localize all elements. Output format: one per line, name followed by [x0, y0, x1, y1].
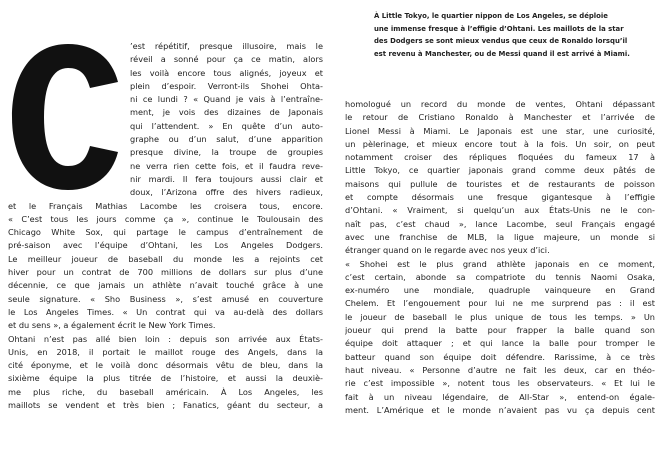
text-line: batteur quand son équipe doit défendre. Rarissime, à ce très — [345, 351, 655, 362]
text-line: ment. L’Amérique et le monde n’avaient pas vu ça depuis cent — [345, 404, 655, 415]
text-line: ’est répétitif, presque illusoire, mais le — [130, 41, 323, 51]
text-line: maillots se vendent et très bien ; Fanatics, géant du secteur, a — [8, 400, 323, 411]
text-line: ni ce lundi ? « Quand je vais à l’entraîne- — [130, 94, 323, 105]
caption-line: des Dodgers se sont mieux vendus que ceux de Ronaldo lorsqu’il — [374, 37, 628, 45]
text-line: naît pas, c’est chaud », lance Lacombe, seul Français engagé — [345, 218, 655, 229]
text-line: le joueur de baseball le plus unique de tous les temps. » Un — [345, 311, 655, 322]
text-line: fait à un niveau légendaire, de All-Star », entend-on égale- — [345, 391, 655, 402]
text-line: ne verra rien cette fois, et il faudra reve- — [130, 160, 323, 171]
left-article-column — [8, 40, 323, 412]
photo-caption — [374, 10, 656, 60]
text-line: Unis, en 2018, il portait le maillot rouge des Angels, dans la — [8, 346, 323, 357]
text-line: c’est certain, abonde sa compatriote du tennis Naomi Osaka, — [345, 271, 655, 282]
text-line: me plus riche, du baseball américain. À Los Angeles, les — [8, 386, 323, 397]
text-line: hiver pour un contrat de 700 millions de dollars sur plus d’une — [8, 267, 323, 278]
text-line: qui l’attendent. » En quête d’un auto- — [130, 120, 323, 131]
text-line: et le Français Mathias Lacombe les croisera tous, encore. — [8, 200, 323, 211]
text-line: et du sens », a également écrit le New York Times. — [8, 320, 216, 331]
text-line: Ohtani n’est pas allé bien loin : depuis son arrivée aux États- — [8, 333, 323, 344]
text-line: les voilà encore tous alignés, joyeux et — [130, 67, 323, 78]
text-line: Chelem. Et l’engouement pour lui ne me surprend pas : il est — [345, 298, 655, 309]
text-line: le retour de Cristiano Ronaldo à Manchester et l’arrivée de — [345, 112, 655, 123]
text-line: cité éponyme, et le voilà donc désormais vêtu de bleu, dans la — [8, 360, 323, 371]
text-line: joueur qui prend la batte pour frapper la balle quand son — [345, 325, 655, 336]
text-line: doux, l’Arizona offre des hivers radieux, — [130, 187, 323, 198]
text-line: rie c’est impossible », notent tous les observateurs. « Et lui le — [345, 378, 655, 389]
caption-line: une immense fresque à l’effigie d’Ohtani. Les maillots de la star — [374, 24, 624, 33]
caption-line: est revenu à Manchester, ou de Messi quand il est arrivé à Miami. — [374, 49, 630, 58]
text-line: équipe doit attaquer ; et qui lance la balle pour tromper le — [345, 338, 655, 349]
text-line: décennie, ce que jamais un athlète n’avait touché grâce à une — [8, 280, 323, 291]
text-line: Lionel Messi à Miami. Le Japonais est une star, une curiosité, — [345, 125, 655, 136]
text-line: un pèlerinage, et mieux encore tout à la fois. Un soir, on peut — [345, 138, 655, 149]
text-line: plein d’espoir. Verront-ils Shohei Ohta- — [130, 80, 323, 91]
text-line: maisons qui pullule de touristes et de restaurants de poisson — [345, 178, 655, 189]
text-line: notamment croiser des répliques floquées du fameux 17 à — [345, 152, 655, 163]
text-line: Little Tokyo, ce quartier japonais grand comme deux pâtés de — [345, 165, 655, 176]
text-line: graphe ou d’un salut, d’une apparition — [130, 134, 323, 145]
text-line: le Los Angeles Times. « Un contrat qui va au-delà des dollars — [8, 306, 323, 317]
text-line: d’Ohtani. « Vraiment, si quelqu’un aux États-Unis ne le con- — [345, 205, 655, 216]
text-line: presque divine, la troupe de groupies — [130, 147, 323, 158]
text-line: avec une franchise de MLB, la ligue majeure, un monde si — [345, 231, 655, 242]
text-line: Le meilleur joueur de baseball du monde les a rejoints cet — [8, 253, 323, 264]
caption-line: À Little Tokyo, le quartier nippon de Los Angeles, se déploie — [374, 12, 608, 20]
text-line: ex-numéro une mondiale, quadruple vainqueure en Grand — [345, 285, 655, 296]
text-line: ment, je vois des dizaines de Japonais — [130, 107, 323, 118]
text-line: étranger quand on le regarde avec nos yeux d’ici. — [345, 245, 550, 256]
text-line: réveil a sonné pour ça ce matin, alors — [130, 54, 323, 65]
text-line: sixième équipe la plus titrée de l’histoire, et aussi la deuxiè- — [8, 373, 323, 384]
dropcap-wrapped-paragraph — [8, 40, 323, 200]
text-line: haut niveau. « Personne d’autre ne fait les deux, car en théo- — [345, 364, 655, 375]
text-line: « C’est tous les jours comme ça », continue le Toulousain des — [8, 213, 323, 224]
text-line: seule signature. « Sho Business », s’est amusé en couverture — [8, 293, 323, 304]
text-line: nir mardi. Il fera toujours aussi clair et — [130, 173, 323, 184]
text-line: homologué un record du monde de ventes, Ohtani dépassant — [345, 99, 655, 109]
text-line: « Shohei est le plus grand athlète japonais en ce moment, — [345, 258, 655, 269]
text-line: pré-saison avec l’équipe d’Ohtani, les Los Angeles Dodgers. — [8, 240, 323, 251]
text-line: Chicago White Sox, qui partage le campus d’entraînement de — [8, 227, 323, 238]
text-line: et compte désormais une fresque gigantesque à l’effigie — [345, 192, 655, 203]
right-article-column — [345, 98, 655, 417]
